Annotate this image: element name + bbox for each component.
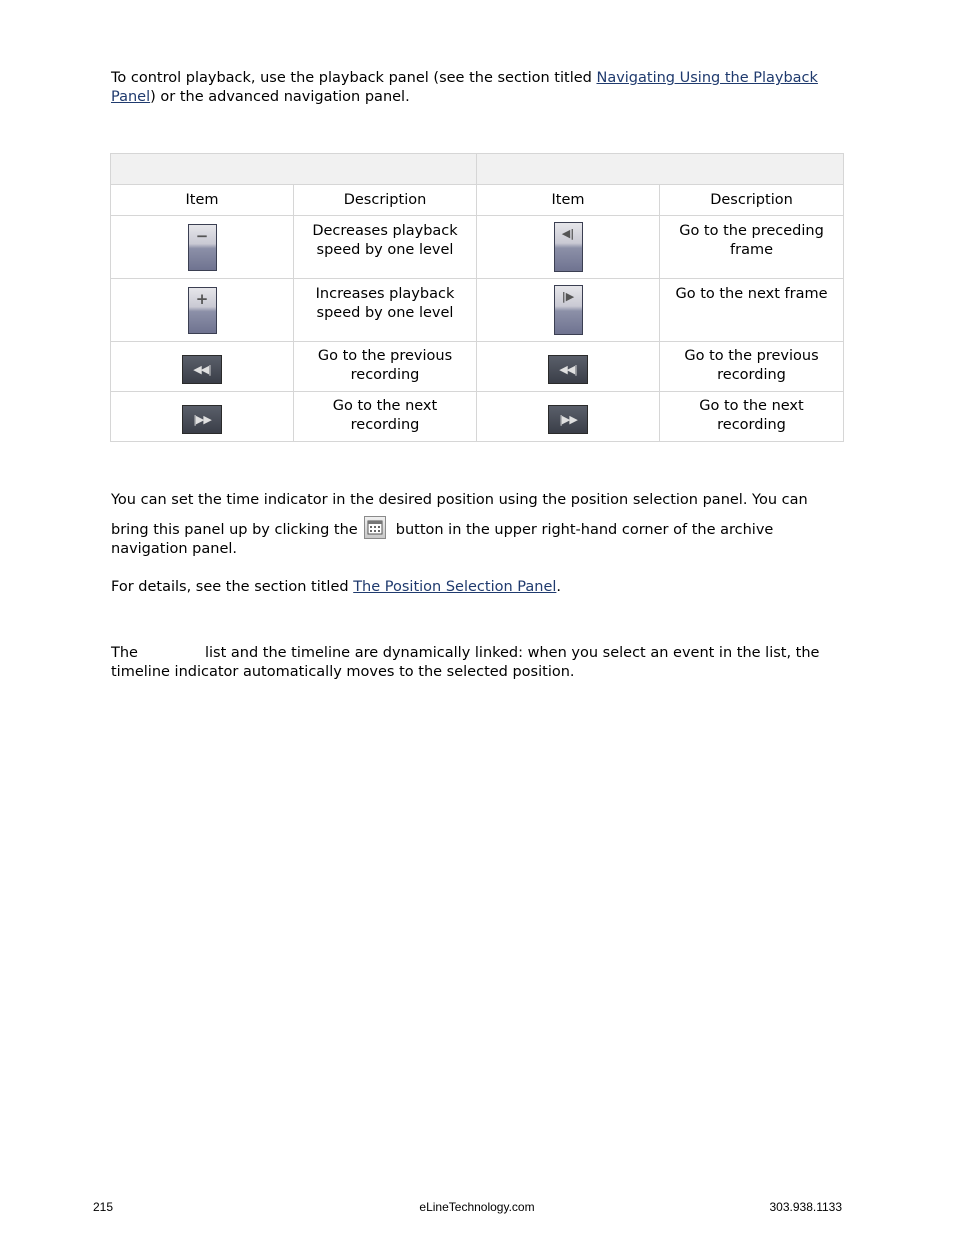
speed-increase-icon: +	[188, 287, 217, 334]
page-number: 215	[93, 1200, 114, 1214]
previous-frame-icon: ◀|	[554, 222, 583, 272]
column-header-item: Item	[477, 185, 660, 216]
row-description: Go to the previous recording	[660, 342, 844, 392]
events-paragraph	[111, 644, 836, 682]
details-text: For details, see the section titled	[111, 579, 354, 595]
next-recording-icon: |▶▶	[548, 405, 588, 434]
table-row	[111, 342, 844, 392]
table-row	[111, 392, 844, 442]
details-paragraph	[111, 578, 836, 597]
intro-paragraph	[111, 69, 836, 107]
table-header-right	[477, 154, 844, 185]
position-text: button in the upper right-hand corner of the archive navigation panel.	[111, 522, 774, 557]
footer-phone: 303.938.1133	[769, 1200, 842, 1214]
calendar-icon[interactable]	[364, 516, 386, 539]
previous-recording-icon: ◀◀|	[182, 355, 222, 384]
position-selection-panel-link[interactable]: The Position Selection Panel	[353, 579, 557, 595]
column-header-item: Item	[111, 185, 294, 216]
next-frame-icon: |▶	[554, 285, 583, 335]
row-description: Go to the next recording	[660, 392, 844, 442]
position-paragraph	[111, 491, 836, 559]
row-description: Go to the next recording	[294, 392, 477, 442]
position-text: You can set the time indicator in the desired position using the position selection panel. You can	[111, 492, 808, 508]
speed-decrease-icon: −	[188, 224, 217, 271]
table-row	[111, 279, 844, 342]
row-description: Increases playback speed by one level	[294, 279, 477, 342]
footer-website: eLineTechnology.com	[419, 1200, 535, 1214]
events-text: list and the timeline are dynamically linked: when you select an event in the list, the timeline indicator automatically moves to the selected position.	[111, 645, 820, 680]
details-text-end: .	[556, 579, 562, 595]
row-description: Go to the next frame	[660, 279, 844, 342]
row-description: Go to the previous recording	[294, 342, 477, 392]
previous-recording-icon: ◀◀|	[548, 355, 588, 384]
playback-panel-link[interactable]: Navigating Using the Playback Panel	[111, 70, 818, 105]
table-header-row	[111, 154, 844, 185]
table-header-left	[111, 154, 477, 185]
column-header-description: Description	[294, 185, 477, 216]
navigation-buttons-table	[110, 153, 844, 442]
intro-text-end: ) or the advanced navigation panel.	[150, 89, 410, 105]
column-header-description: Description	[660, 185, 844, 216]
intro-text: To control playback, use the playback panel (see the section titled	[111, 70, 597, 86]
row-description: Decreases playback speed by one level	[294, 216, 477, 279]
row-description: Go to the preceding frame	[660, 216, 844, 279]
table-row	[111, 216, 844, 279]
position-text: bring this panel up by clicking the	[111, 522, 358, 538]
next-recording-icon: |▶▶	[182, 405, 222, 434]
table-column-row	[111, 185, 844, 216]
events-text: The	[111, 645, 138, 661]
